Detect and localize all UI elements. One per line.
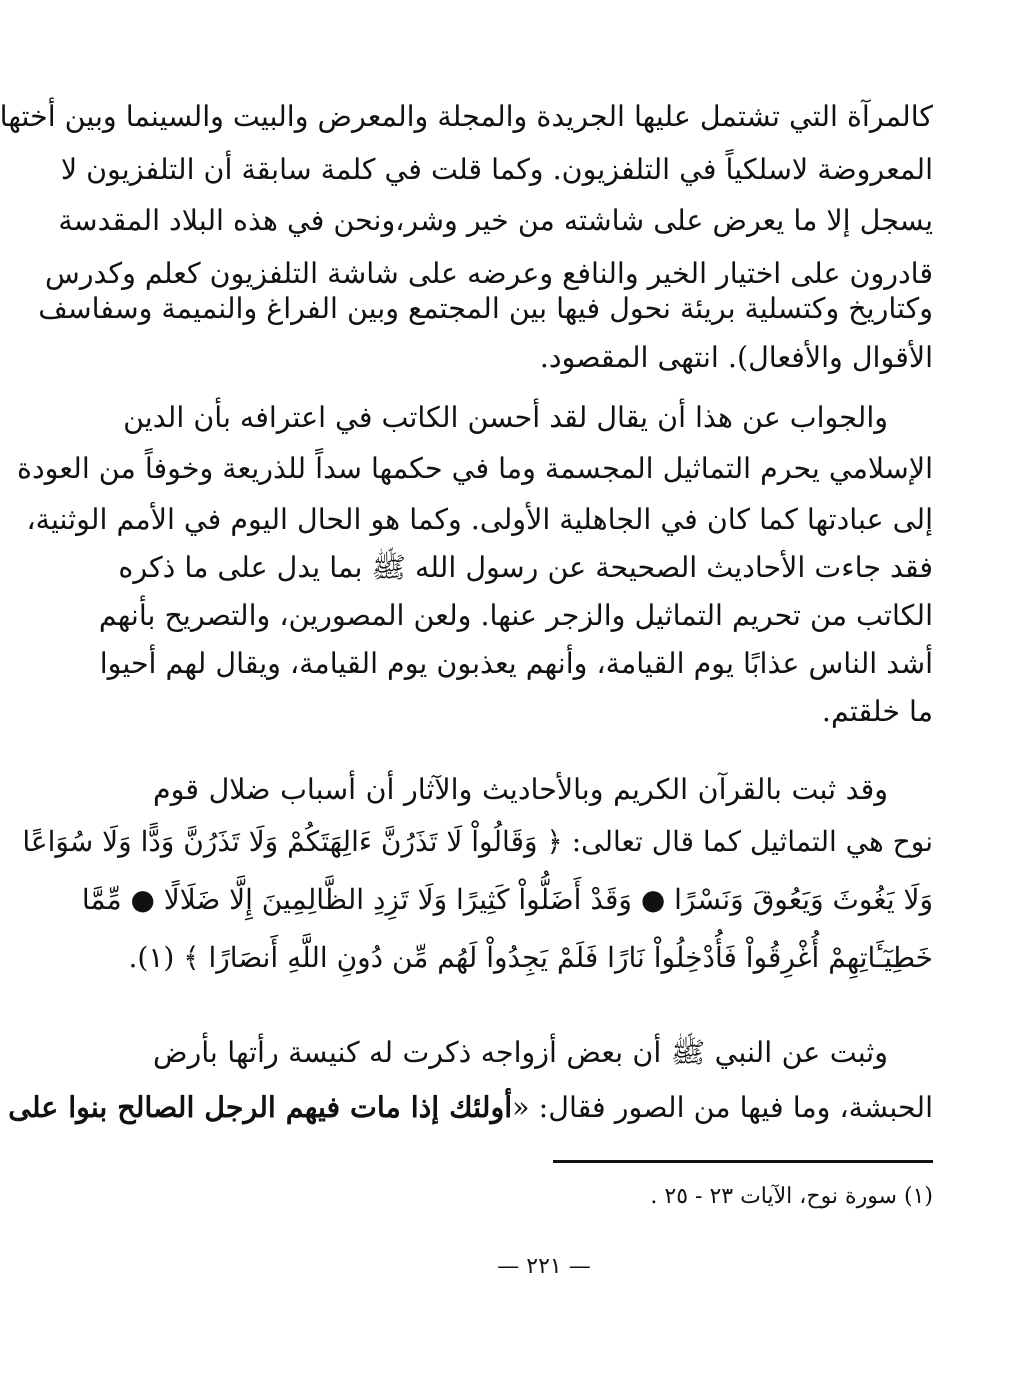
paragraph-2-line-3: إلى عبادتها كما كان في الجاهلية الأولى. وكما هو الحال اليوم في الأمم الوثنية، [26, 503, 933, 536]
paragraph-4-line-1: وثبت عن النبي ﷺ أن بعض أزواجه ذكرت له كنيسة رأتها بأرض [153, 1036, 888, 1069]
page-number: — ٢٢١ — [497, 1254, 591, 1279]
paragraph-2-line-5: الكاتب من تحريم التماثيل والزجر عنها. ولعن المصورين، والتصريح بأنهم [98, 599, 933, 632]
paragraph-1-line-4: قادرون على اختيار الخير والنافع وعرضه على شاشة التلفزيون كعلم وكدرس [44, 257, 933, 290]
paragraph-1-line-2: المعروضة لاسلكياً في التلفزيون. وكما قلت في كلمة سابقة أن التلفزيون لا [60, 153, 933, 186]
paragraph-4-line-2 [8, 1087, 933, 1128]
paragraph-2-line-2: الإسلامي يحرم التماثيل المجسمة وما في حكمها سداً للذريعة وخوفاً من العودة [17, 452, 933, 485]
paragraph-2-line-7: ما خلقتم. [821, 695, 933, 728]
paragraph-3-line-4-quran: خَطِيٓـَٔاتِهِمْ أُغْرِقُواْ فَأُدْخِلُواْ نَارًا فَلَمْ يَجِدُواْ لَهُم مِّن دُونِ اللَّهِ أَنصَارًا ﴾ (١). [128, 941, 933, 974]
paragraph-1-line-6: الأقوال والأفعال). انتهى المقصود. [539, 341, 933, 374]
paragraph-1-line-5: وكتاريخ وكتسلية بريئة نحول فيها بين المجتمع وبين الفراغ والنميمة وسفاسف [38, 292, 933, 325]
footnote: (١) سورة نوح، الآيات ٢٣ - ٢٥ . [650, 1184, 933, 1209]
paragraph-2-line-6: أشد الناس عذابًا يوم القيامة، وأنهم يعذبون يوم القيامة، ويقال لهم أحيوا [99, 647, 933, 680]
paragraph-3-line-2-quran: نوح هي التماثيل كما قال تعالى: ﴿ وَقَالُواْ لَا تَذَرُنَّ ءَالِهَتَكُمْ وَلَا تَذَرُنَّ وَدًّا وَلَا سُوَاعًا [22, 825, 933, 858]
paragraph-1-line-1: كالمرآة التي تشتمل عليها الجريدة والمجلة والمعرض والبيت والسينما وبين أختها [0, 100, 933, 133]
paragraph-2-line-4: فقد جاءت الأحاديث الصحيحة عن رسول الله ﷺ بما يدل على ما ذكره [118, 551, 933, 584]
footnote-separator [553, 1160, 933, 1163]
paragraph-2-line-1: والجواب عن هذا أن يقال لقد أحسن الكاتب في اعترافه بأن الدين [123, 401, 888, 434]
paragraph-3-line-1: وقد ثبت بالقرآن الكريم وبالأحاديث والآثار أن أسباب ضلال قوم [153, 773, 888, 806]
paragraph-1-line-3: يسجل إلا ما يعرض على شاشته من خير وشر،ونحن في هذه البلاد المقدسة [58, 204, 933, 237]
hadith-quote-bold: أولئك إذا مات فيهم الرجل الصالح بنوا على [8, 1090, 513, 1124]
paragraph-4-line-2-text: الحبشة، وما فيها من الصور فقال: « [512, 1091, 933, 1124]
paragraph-3-line-3-quran: وَلَا يَغُوثَ وَيَعُوقَ وَنَسْرًا ● وَقَدْ أَضَلُّواْ كَثِيرًا وَلَا تَزِدِ الظَّالِمِينَ إِلَّا ضَلَالًا ● مِّمَّا [81, 883, 933, 916]
